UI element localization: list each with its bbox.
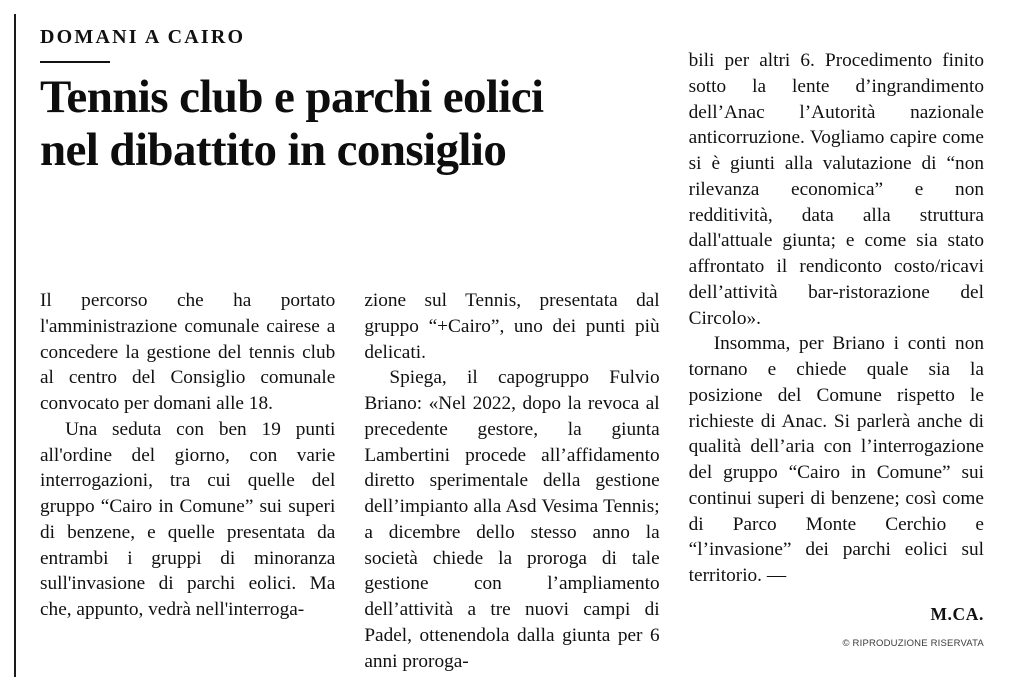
paragraph: Il percorso che ha portato l'amministrazione comunale cairese a concedere la gestione del tennis club al centro del Consiglio comunale convocato per domani alle 18. — [40, 290, 336, 414]
paragraph: Spiega, il capogruppo Fulvio Briano: «Nel 2022, dopo la revoca al precedente gestore, la giunta Lambertini procede all’affidamento diretto sperimentale della gestione dell’impianto alla Asd Vesima Tennis; a dicembre dello stesso anno la società chiede la proroga di tale gestione con l’ampliamento dell’attività a tre nuovi campi di Padel, ottenendola dalla giunta per 6 anni proroga- — [364, 367, 660, 672]
headline-line-1: Tennis club e parchi eolici — [40, 71, 544, 123]
paragraph: Insomma, per Briano i conti non tornano e chiede quale sia la posizione del Comune rispetto le richieste di Anac. Si parlerà anche di qualità dell’aria con l’interrogazione del gruppo “Cairo in Comune” sui continui superi di benzene; così come di Parco Monte Cerchio e “l’invasione” dei parchi eolici sul territorio. — — [688, 333, 984, 586]
article-columns — [40, 26, 984, 691]
article-column-1 — [40, 26, 335, 691]
paragraph: bili per altri 6. Procedimento finito sotto la lente d’ingrandimento dell’Anac l’Autorità nazionale anticorruzione. Vogliamo capire come si è giunti alla valutazione di “non rilevanza economica” e non redditività, data alla struttura dall'attuale giunta; e come sia stato affrontato il rendiconto costo/ricavi dell’attività bar-ristorazione del Circolo». — [688, 50, 984, 329]
left-vertical-rule — [14, 14, 16, 677]
copyright-notice: © RIPRODUZIONE RISERVATA — [842, 638, 984, 650]
paragraph: zione sul Tennis, presentata dal gruppo “+Cairo”, uno dei punti più delicati. — [364, 290, 660, 363]
paragraph: Una seduta con ben 19 punti all'ordine del giorno, con varie interrogazioni, tra cui quelle del gruppo “Cairo in Comune” sui superi di benzene, e quelle presentata da entrambi i gruppi di minoranza sull'invasione di parchi eolici. Ma che, appunto, vedrà nell'interroga- — [40, 418, 336, 620]
headline-line-2: nel dibattito in consiglio — [40, 123, 507, 176]
article-column-2 — [364, 26, 659, 691]
article-kicker: DOMANI A CAIRO — [40, 26, 246, 48]
byline: M.CA. — [930, 603, 984, 624]
article-content — [40, 26, 984, 691]
article-column-3 — [689, 26, 984, 691]
